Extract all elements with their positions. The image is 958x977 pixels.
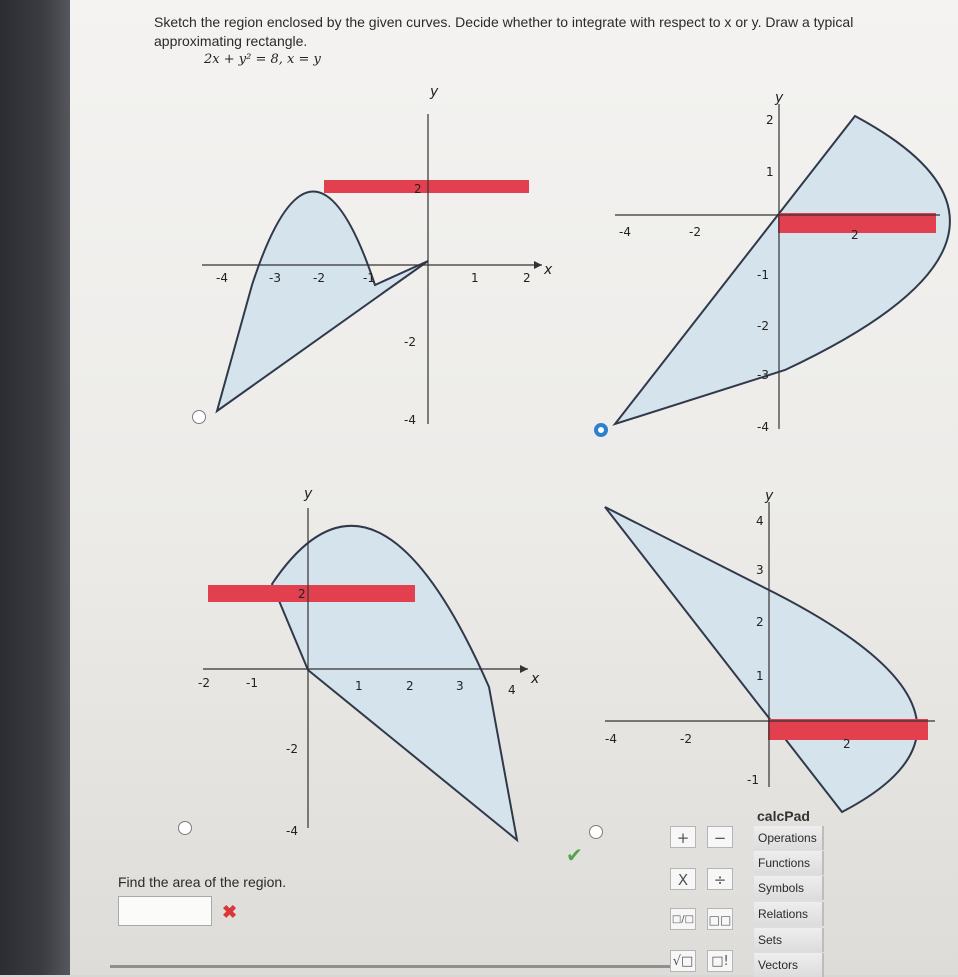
area-prompt: Find the area of the region.	[118, 874, 287, 890]
y-axis-label: y	[765, 488, 774, 504]
factorial-button[interactable]: □!	[707, 950, 733, 972]
tick-label: 2	[756, 615, 764, 629]
equation: 2x + y² = 8, x = y	[204, 52, 321, 67]
tick-label: -4	[605, 732, 617, 746]
tick-label: -2	[286, 742, 298, 756]
x-axis-label: x	[531, 671, 540, 687]
approx-rectangle	[324, 180, 529, 193]
calcpad-vectors-tab[interactable]: Vectors	[754, 953, 824, 977]
calcpad-operations-tab[interactable]: Operations	[754, 826, 824, 850]
graph-bottom-left-radio[interactable]	[178, 821, 192, 835]
tick-label: 4	[756, 514, 764, 528]
tick-label: -4	[216, 271, 228, 285]
tick-label: 1	[471, 271, 479, 285]
calcpad-functions-tab[interactable]: Functions	[754, 851, 824, 875]
tick-label: 4	[508, 683, 516, 697]
x-axis-label: x	[544, 262, 553, 278]
tick-label: -2	[689, 225, 701, 239]
divide-button[interactable]: ÷	[707, 868, 733, 890]
tick-label: 2	[406, 679, 414, 693]
y-axis-label: y	[775, 90, 784, 106]
incorrect-x-icon: ✖	[222, 902, 238, 922]
tick-label: 2	[523, 271, 531, 285]
y-axis-label: y	[304, 486, 313, 502]
tick-label: 2	[766, 113, 774, 127]
tick-label: -2	[757, 319, 769, 333]
tick-label: -1	[363, 271, 375, 285]
screen-bezel	[0, 0, 70, 975]
fraction-button[interactable]: □/□	[670, 908, 696, 930]
calcpad-sets-tab[interactable]: Sets	[754, 928, 824, 952]
tick-label: 1	[756, 669, 764, 683]
correct-check-icon: ✔	[566, 845, 583, 867]
graph-bottom-right	[605, 487, 950, 827]
tick-label: 3	[456, 679, 464, 693]
tick-label: -1	[747, 773, 759, 787]
power-button[interactable]: □□	[707, 908, 733, 930]
tick-label: -4	[757, 420, 769, 434]
area-answer-input[interactable]	[118, 896, 212, 926]
page-divider	[110, 965, 670, 968]
tick-label: -4	[286, 824, 298, 838]
tick-label: -2	[198, 676, 210, 690]
graph-top-right-radio[interactable]	[594, 423, 608, 437]
approx-rectangle	[208, 585, 415, 602]
graph-bottom-right-radio[interactable]	[589, 825, 603, 839]
tick-label: -3	[757, 368, 769, 382]
tick-label: 2	[851, 228, 859, 242]
tick-label: 3	[756, 563, 764, 577]
tick-label: 1	[766, 165, 774, 179]
tick-label: -1	[246, 676, 258, 690]
graph-top-right	[615, 84, 950, 434]
tick-label: 2	[843, 737, 851, 751]
tick-label: -4	[404, 413, 416, 427]
plus-button[interactable]: +	[670, 826, 696, 848]
tick-label: -4	[619, 225, 631, 239]
tick-label: 2	[414, 182, 422, 196]
calcpad-title: calcPad	[757, 808, 810, 824]
tick-label: -2	[680, 732, 692, 746]
tick-label: 2	[298, 587, 306, 601]
calcpad-relations-tab[interactable]: Relations	[754, 902, 824, 926]
tick-label: 1	[355, 679, 363, 693]
times-button[interactable]: X	[670, 868, 696, 890]
tick-label: -1	[757, 268, 769, 282]
y-axis-label: y	[430, 84, 439, 100]
graph-bottom-left	[198, 483, 598, 843]
graph-top-left	[182, 84, 582, 429]
question-prompt: Sketch the region enclosed by the given curves. Decide whether to integrate with respect to x or y. Draw a typical approximating rectangle.	[154, 14, 854, 49]
tick-label: -2	[404, 335, 416, 349]
sqrt-button[interactable]: √□	[670, 950, 696, 972]
tick-label: -2	[313, 271, 325, 285]
graph-top-left-radio[interactable]	[192, 410, 206, 424]
calcpad-symbols-tab[interactable]: Symbols	[754, 876, 824, 900]
tick-label: -3	[269, 271, 281, 285]
minus-button[interactable]: −	[707, 826, 733, 848]
question-page	[70, 0, 958, 975]
